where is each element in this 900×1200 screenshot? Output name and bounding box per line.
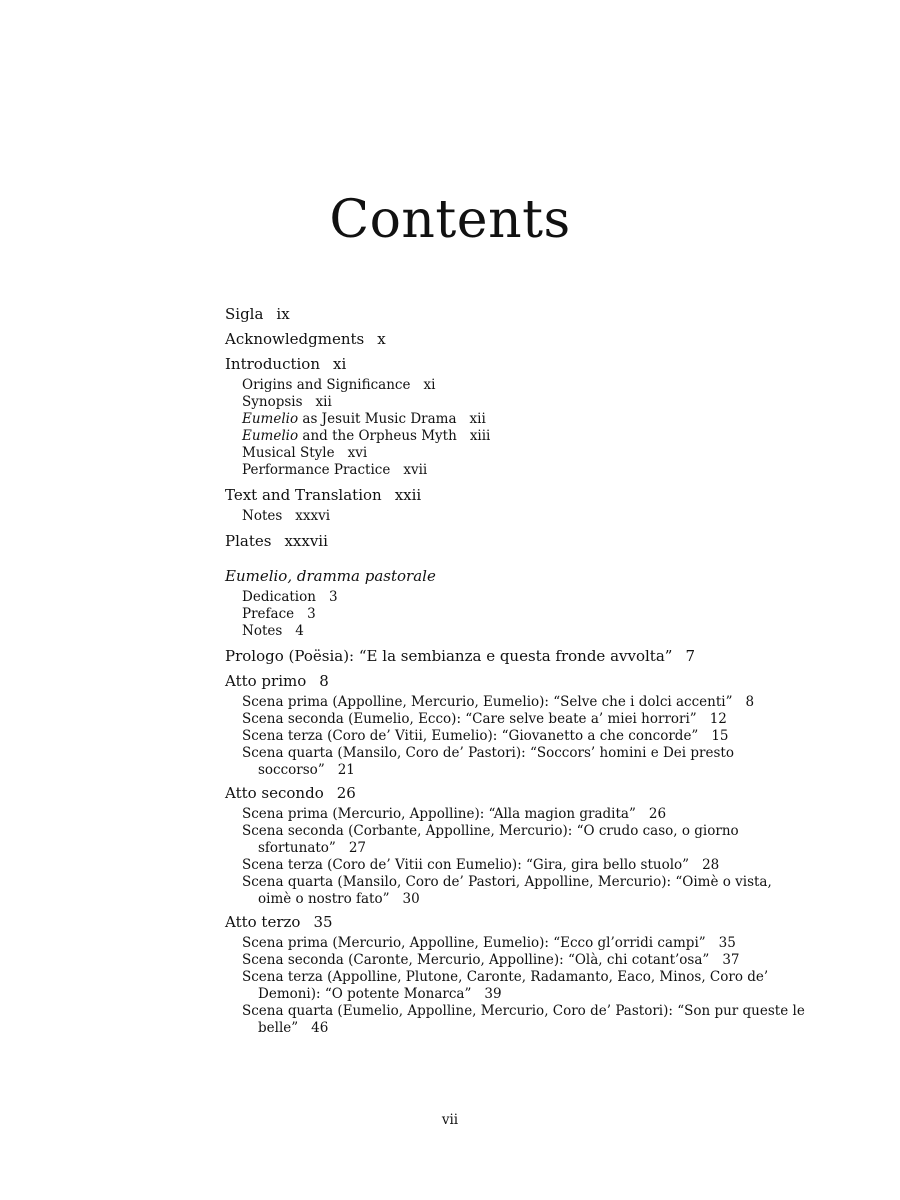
toc-subentry: Scena prima (Mercurio, Appolline, Eumelio): “Ecco gl’orridi campi” 35 [242, 935, 736, 951]
toc-subentries [225, 508, 805, 525]
toc-subentries [225, 589, 805, 640]
toc-subentry: Notes xxxvi [242, 508, 331, 524]
table-of-contents [225, 304, 805, 1037]
toc-subentry: Scena prima (Appolline, Mercurio, Eumelio): “Selve che i dolci accenti” 8 [242, 694, 755, 710]
toc-subentry: Eumelio and the Orpheus Myth xiii [242, 428, 491, 444]
toc-subentry: Scena terza (Coro de’ Vitii con Eumelio): “Gira, gira bello stuolo” 28 [242, 857, 720, 873]
toc-subentries [225, 694, 805, 779]
toc-subentry: Synopsis xii [242, 394, 332, 410]
page-number: 7 [685, 647, 695, 665]
toc-subentry: Preface 3 [242, 606, 316, 622]
toc-subentry: Eumelio as Jesuit Music Drama xii [242, 411, 486, 427]
toc-subentry: Performance Practice xvii [242, 462, 428, 478]
page-title: Contents [329, 190, 571, 250]
toc-subentry: Scena seconda (Corbante, Appolline, Mercurio): “O crudo caso, o giorno sfortunato” 27 [242, 823, 739, 856]
toc-entry: Acknowledgments x [225, 330, 386, 348]
toc-subentry: Musical Style xvi [242, 445, 368, 461]
toc-subentry: Scena prima (Mercurio, Appolline): “Alla magion gradita” 26 [242, 806, 667, 822]
toc-entry: Eumelio, dramma pastorale [225, 567, 436, 585]
toc-entry: Plates xxxvii [225, 532, 328, 550]
toc-subentry: Scena seconda (Eumelio, Ecco): “Care selve beate a’ miei horrori” 12 [242, 711, 727, 727]
page-number: xi [333, 355, 347, 373]
toc-subentry: Scena terza (Appolline, Plutone, Caronte, Radamanto, Eaco, Minos, Coro de’ Demoni): “O potente Monarca” 39 [242, 969, 769, 1002]
toc-entry: Atto primo 8 [225, 672, 329, 690]
page-number: ix [276, 305, 290, 323]
page-number: xxii [394, 486, 422, 504]
toc-entry: Text and Translation xxii [225, 486, 422, 504]
toc-subentry: Scena quarta (Eumelio, Appolline, Mercurio, Coro de’ Pastori): “Son pur queste le belle” 46 [242, 1003, 805, 1036]
toc-subentry: Scena quarta (Mansilo, Coro de’ Pastori, Appolline, Mercurio): “Oimè o vista, oimè o nostro fato” 30 [242, 874, 772, 907]
page-folio: vii [441, 1112, 459, 1128]
page-number: 8 [319, 672, 329, 690]
page-number: xxxvii [284, 532, 328, 550]
toc-subentry: Dedication 3 [242, 589, 338, 605]
toc-subentries [225, 806, 805, 908]
page-number: 26 [336, 784, 356, 802]
toc-entry: Sigla ix [225, 305, 290, 323]
toc-subentry: Notes 4 [242, 623, 304, 639]
toc-subentry: Scena quarta (Mansilo, Coro de’ Pastori): “Soccors’ homini e Dei presto soccorso” 21 [242, 745, 734, 778]
toc-entry: Atto terzo 35 [225, 913, 333, 931]
toc-entry: Introduction xi [225, 355, 347, 373]
toc-entry: Prologo (Poësia): “E la sembianza e questa fronde avvolta” 7 [225, 647, 695, 665]
toc-entry: Atto secondo 26 [225, 784, 356, 802]
page-number: x [377, 330, 386, 348]
toc-subentry: Origins and Significance xi [242, 377, 436, 393]
page-number: 35 [313, 913, 333, 931]
toc-subentries [225, 935, 805, 1037]
toc-subentry: Scena seconda (Caronte, Mercurio, Appolline): “Olà, chi cotant’osa” 37 [242, 952, 740, 968]
toc-subentries [225, 377, 805, 479]
toc-subentry: Scena terza (Coro de’ Vitii, Eumelio): “Giovanetto a che concorde” 15 [242, 728, 729, 744]
